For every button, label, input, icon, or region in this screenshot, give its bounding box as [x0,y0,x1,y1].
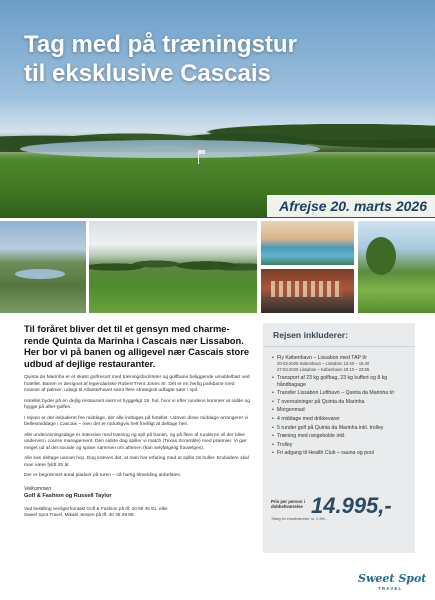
list-item: • Træning med rangebolde inkl. [272,433,407,439]
hero-title [24,30,404,88]
main-article [24,323,250,519]
list-item: • 4 middage med drikkevarer [272,416,407,422]
photo-fairway-tree [358,221,435,313]
paragraph: Alle kan deltage uanset hcp. Dog kræves det, at man har erfaring med at spille 18 huller. Endvidere skal man være fyldt 25 år. [24,456,249,468]
list-item: • Trolley [272,442,407,448]
intro-text: Til foråret bliver det til et gensyn med charme-rende Quinta da Marinha i Cascais nær Lissabon. Her bor vi på banen og alligevel nær Cascais store udbud af dejlige restauranter. [24,323,250,369]
flight-out: 20-03-2026 København – Lissabon 12:40 – 15:40 [277,361,370,367]
photo-hotel-evening [261,269,354,313]
hero-title-line1: Tag med på træningstur [24,31,297,58]
sweet-spot-logo [356,572,427,594]
list-item: • Morgenmad [272,407,407,413]
list-item: • Fri adgang til Health Club – sauna og pool [272,450,407,456]
logo-wordmark: Sweet Spot [358,572,427,585]
list-item [272,355,407,372]
price-label: Pris per person i dobbeltværelse [271,499,305,510]
flight-label: Fly København – Lissabon med TAP t/r [277,355,367,361]
includes-box [263,323,415,553]
hero-image [0,0,435,218]
contact-line: Ved bestilling venligst kontakt Golf & Fashion på tlf. 20 89 45 81, eller [24,505,168,511]
flight-back: 27-03-2026 Lissabon – København 19:10 – 23:55 [277,366,370,372]
logo-subtitle: TRAVEL [378,586,403,591]
hero-title-line2: til eksklusive Cascais [24,60,271,87]
paragraph: Quinta da Marinha er et skønt golfresort med træningsfaciliteter og golfbane beliggende umiddelbart ved hotellet. Banen er designet af legendariske Robert Trent Jones Sr. Det er en herlig parkbane med masser af palmer, udsigt til Atlanterhavet samt flere strategisk udlagte søer i spil. [24,375,250,394]
paragraph: Hotellet byder på en dejlig restaurant samt et hyggeligt 19. hul, hvor vi efter rundens kommer at sidde og hygge på after-golfen. [24,398,250,411]
price-note: Tillæg for enkeltværelse: kr. 2.490,- [271,517,328,521]
paragraph: Der er begrænset antal pladser på turen – så hurtig tilmelding anbefales. [24,473,182,479]
paragraph: I rejsen er der inkluderet fire middage, der alle indtages på hotellet. Udover disse middage arrangerer vi fællesmiddage i Cascais – men det er naturligvis helt frivilligt at deltage heri. [24,415,249,428]
photo-aerial-course [0,221,86,313]
flag-icon [199,150,205,154]
hero-lake [20,140,320,158]
signature-label: Velkommen [24,485,52,492]
list-item: • 7 overnatninger på Quinta da Marinha [272,399,407,405]
photo-hotel-pool [261,221,354,265]
paragraph: Alle undervisningsdage er intensive med træning og spil på banen, og på flere af runderne vil der blive undervist i course management. Den sidste dag spiller vi match (Texas Scramble) med præmier. Vi gør meget ud af det sociale og spiser sammen om aftenen (kan selvfølgelig fravælges). [24,432,247,451]
list-item: • Transfer Lissabon Lufthavn – Quinta da Marinha t/r [272,390,407,396]
list-item: • 5 runder golf på Quinta da Marinha inkl. trolley [272,425,407,431]
photo-golf-course [89,221,257,313]
price-value: 14.995,- [311,493,392,518]
list-item: • Transport af 23 kg golfbag, 23 kg kuffert og 8 kg håndbagage [272,375,407,388]
signature-name: Golf & Fashion og Russell Taylor [24,492,112,499]
contact-line: Sweet Spot Travel, Mikael Jensen på tlf. 40 36 28 88. [24,512,135,518]
photo-strip [0,221,435,313]
departure-banner: Afrejse 20. marts 2026 [267,195,435,217]
includes-list [263,347,415,457]
includes-title: Rejsen inkluderer: [263,323,415,347]
price-box [271,493,409,541]
